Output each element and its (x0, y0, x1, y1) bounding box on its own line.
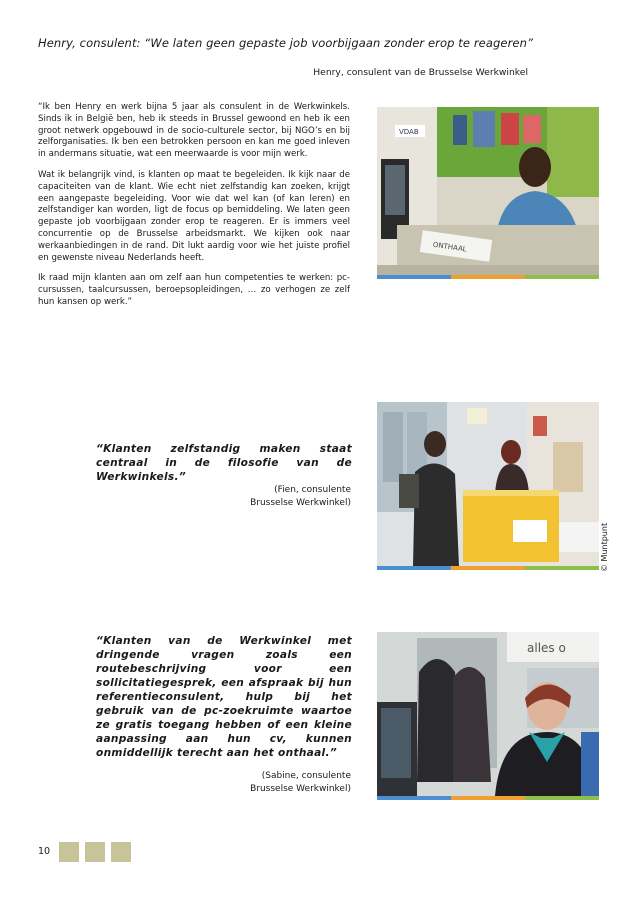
footer-square (111, 842, 131, 862)
pull-quote: “Klanten zelfstandig maken staat centraal in de filosofie van de Werkwinkels.” (96, 443, 352, 483)
page-number: 10 (38, 846, 51, 857)
photo-stripe (377, 275, 599, 279)
wall-sign: VDAB (399, 128, 419, 136)
byline: Henry, consulent van de Brusselse Werkwinkel (313, 67, 528, 78)
paragraph: Ik raad mijn klanten aan om zelf aan hun competenties te werken: pc-cursussen, taalcursussen, beroepsopleidingen, … zo verhogen ze zelf hun kansen op werk.” (38, 273, 350, 307)
pull-quote: “Klanten van de Werkwinkel met dringende vragen zoals een routebeschrijving voor een sollicitatiegesprek, een afspraak bij hun referentieconsulent, hulp bij het gebruik van de pc-zoekruimte waartoe ze gratis toegang hebben of een kleine aanpassing aan hun cv, kunnen onmiddellijk terecht aan het onthaal.” (96, 635, 352, 759)
photo-stripe (377, 566, 599, 570)
quote-attribution: (Sabine, consulente Brusselse Werkwinkel) (250, 771, 351, 794)
photo-sabine (377, 632, 599, 796)
photo-credit: © Muntpunt (600, 522, 609, 572)
paragraph: “Ik ben Henry en werk bijna 5 jaar als consulent in de Werkwinkels. Sinds ik in België ben, heb ik steeds in Brussel gewoond en heb ik een groot netwerk opgebouwd in de socio-culturele sector, bij NGO’s en bij zelforganisaties. Ik ben een betrokken persoon en kan me goed inleven in andermans situatie, wat een meerwaarde is voor mijn werk. (38, 102, 350, 160)
quote-attribution: (Fien, consulente Brusselse Werkwinkel) (250, 485, 351, 508)
interview-text (38, 102, 350, 318)
desk-sign: ONTHAAL (432, 240, 468, 254)
paragraph: Wat ik belangrijk vind, is klanten op maat te begeleiden. Ik kijk naar de capaciteiten van de klant. Wie echt niet zelfstandig kan zoeken, krijgt een aangepaste begeleiding. Voor wie dat wel kan (of kan leren) en zelfstandiger kan worden, ligt de focus op bemiddeling. We laten geen gepaste job voorbijgaan zonder erop te reageren. Er is immers veel concurrentie op de Brusselse arbeidsmarkt. We kijken ook naar werkaanbiedingen in de rand. Dit lukt aardig voor wie het juiste profiel en gewenste niveau Nederlands heeft. (38, 169, 350, 263)
photo-stripe (377, 796, 599, 800)
footer-square (59, 842, 79, 862)
page-title: Henry, consulent: “We laten geen gepaste job voorbijgaan zonder erop te reageren” (38, 36, 534, 50)
photo-henry (377, 107, 599, 275)
wall-text: alles o (527, 641, 566, 655)
photo-fien (377, 402, 599, 566)
footer-square (85, 842, 105, 862)
